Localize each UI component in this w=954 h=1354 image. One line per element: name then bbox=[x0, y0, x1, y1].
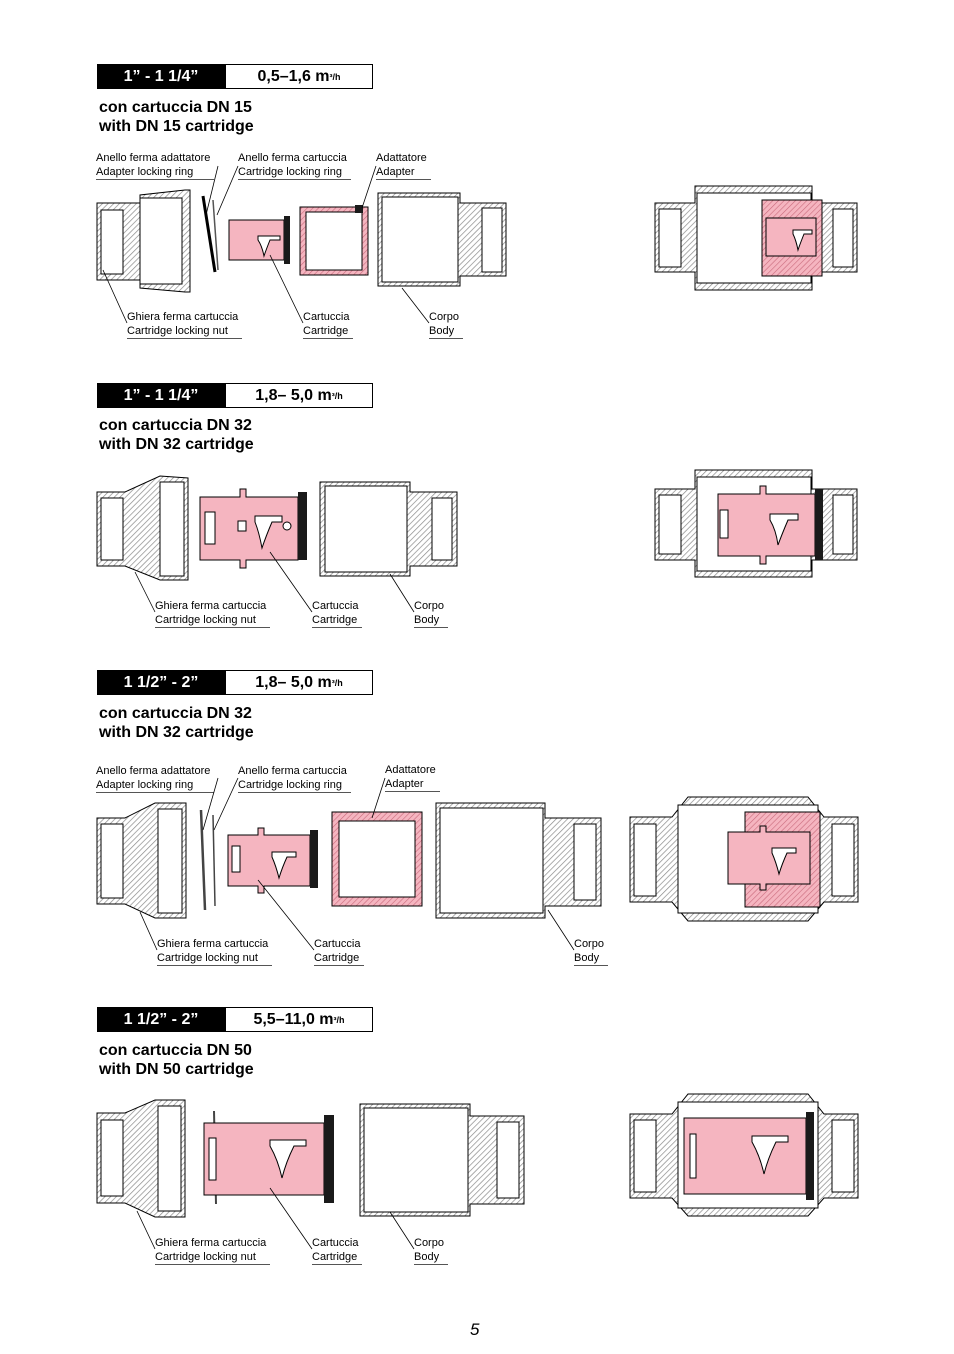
subtitle-en: with DN 50 cartridge bbox=[99, 1061, 254, 1078]
label-body: Corpo Body bbox=[574, 937, 608, 966]
subtitle-en: with DN 32 cartridge bbox=[99, 724, 254, 741]
label-body: Corpo Body bbox=[414, 599, 448, 628]
subtitle-it: con cartuccia DN 32 bbox=[99, 417, 252, 434]
label-cartridge: Cartuccia Cartridge bbox=[303, 310, 353, 339]
page-number: 5 bbox=[470, 1320, 480, 1339]
subtitle-it: con cartuccia DN 15 bbox=[99, 99, 252, 116]
assembled-view bbox=[630, 1094, 858, 1216]
subtitle-it: con cartuccia DN 32 bbox=[99, 705, 252, 722]
section-4-flow: 5,5–11,0 m ³/h bbox=[225, 1007, 373, 1032]
section-1-size: 1” - 1 1/4” bbox=[97, 64, 225, 89]
section-3-flow: 1,8– 5,0 m ³/h bbox=[225, 670, 373, 695]
label-cartridge-locking-ring: Anello ferma cartuccia Cartridge locking ring bbox=[238, 151, 351, 180]
cartridge-part bbox=[204, 1115, 334, 1203]
label-locking-nut: Ghiera ferma cartuccia Cartridge locking nut bbox=[155, 599, 270, 628]
label-cartridge: Cartuccia Cartridge bbox=[312, 599, 362, 628]
label-adapter-locking-ring: Anello ferma adattatore Adapter locking ring bbox=[96, 151, 214, 180]
section-1-flow: 0,5–1,6 m ³/h bbox=[225, 64, 373, 89]
body-part bbox=[360, 1104, 524, 1216]
subtitle-it: con cartuccia DN 50 bbox=[99, 1042, 252, 1059]
section-3-size: 1 1/2” - 2” bbox=[97, 670, 225, 695]
label-cartridge: Cartuccia Cartridge bbox=[314, 937, 364, 966]
section-4-size: 1 1/2” - 2” bbox=[97, 1007, 225, 1032]
label-locking-nut: Ghiera ferma cartuccia Cartridge locking nut bbox=[155, 1236, 270, 1265]
section-2-flow: 1,8– 5,0 m ³/h bbox=[225, 383, 373, 408]
label-locking-nut: Ghiera ferma cartuccia Cartridge locking nut bbox=[127, 310, 242, 339]
label-adapter: Adattatore Adapter bbox=[376, 151, 431, 180]
label-body: Corpo Body bbox=[414, 1236, 448, 1265]
label-locking-nut: Ghiera ferma cartuccia Cartridge locking nut bbox=[157, 937, 272, 966]
label-adapter-locking-ring: Anello ferma adattatore Adapter locking ring bbox=[96, 764, 214, 793]
section-2-size: 1” - 1 1/4” bbox=[97, 383, 225, 408]
label-cartridge: Cartuccia Cartridge bbox=[312, 1236, 362, 1265]
locking-nut-part bbox=[97, 1100, 185, 1217]
label-cartridge-locking-ring: Anello ferma cartuccia Cartridge locking ring bbox=[238, 764, 351, 793]
label-adapter: Adattatore Adapter bbox=[385, 763, 440, 792]
label-body: Corpo Body bbox=[429, 310, 463, 339]
subtitle-en: with DN 15 cartridge bbox=[99, 118, 254, 135]
subtitle-en: with DN 32 cartridge bbox=[99, 436, 254, 453]
